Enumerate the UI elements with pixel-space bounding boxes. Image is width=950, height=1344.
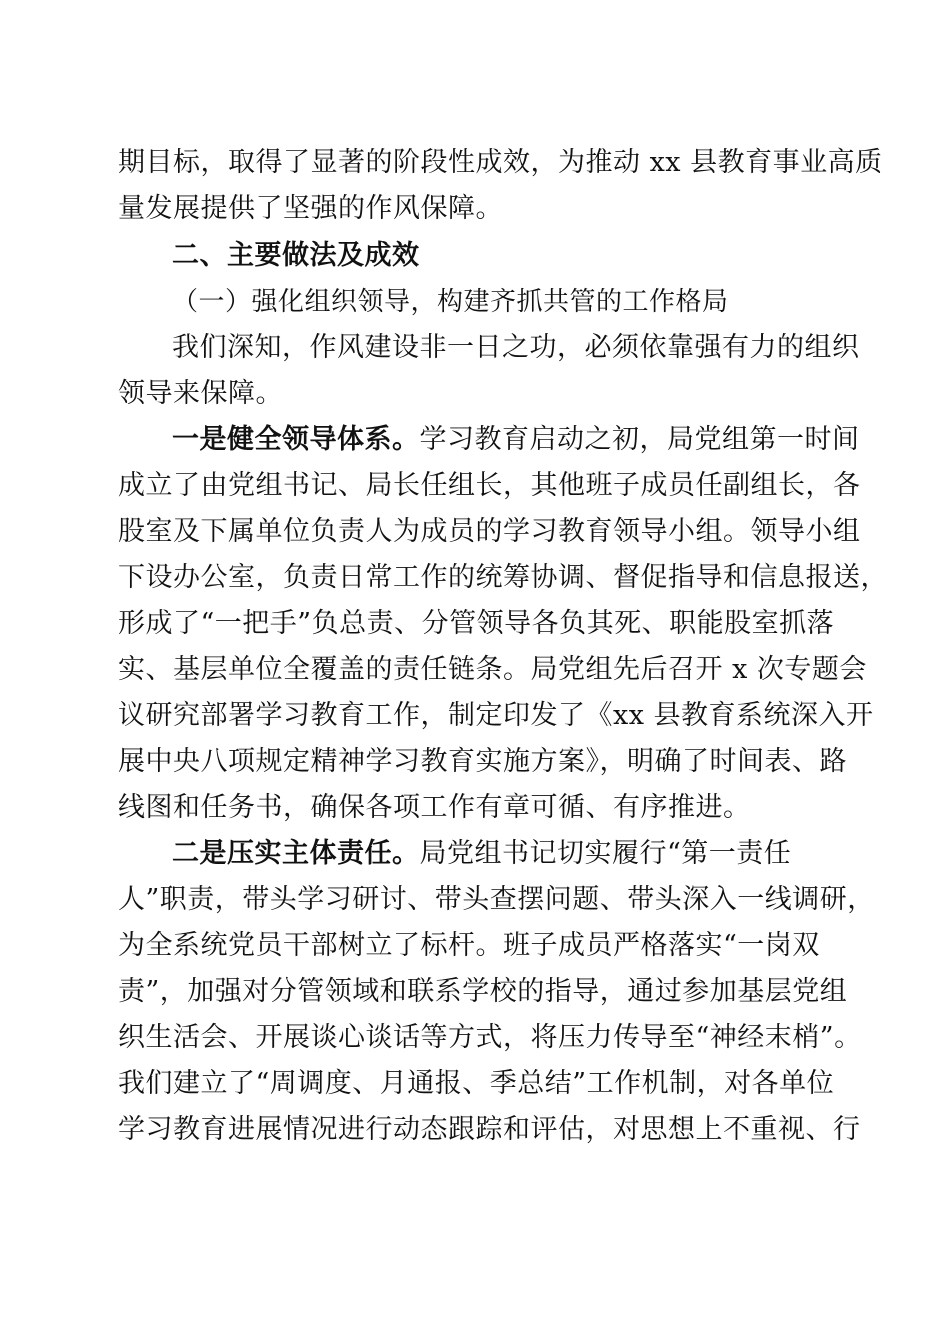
body-line: 实、基层单位全覆盖的责任链条。局党组先后召开 x 次专题会 (118, 654, 867, 685)
paragraph-lead: 一是健全领导体系。 (172, 424, 420, 455)
body-line: 我们建立了“周调度、月通报、季总结”工作机制，对各单位 (118, 1068, 835, 1099)
body-line: 为全系统党员干部树立了标杆。班子成员严格落实“一岗双 (118, 930, 820, 961)
body-line: 线图和任务书，确保各项工作有章可循、有序推进。 (118, 792, 751, 823)
paragraph-text: 学习教育启动之初，局党组第一时间 (419, 424, 860, 455)
intro-line: 我们深知，作风建设非一日之功，必须依靠强有力的组织 (172, 332, 860, 363)
section-heading: 二、主要做法及成效 (172, 240, 420, 271)
subsection-heading: （一）强化组织领导，构建齐抓共管的工作格局 (172, 287, 729, 317)
body-line: 展中央八项规定精神学习教育实施方案》，明确了时间表、路 (118, 746, 847, 777)
body-line: 成立了由党组书记、局长任组长，其他班子成员任副组长，各 (118, 470, 861, 501)
body-line: 形成了“一把手”负总责、分管领导各负其死、职能股室抓落 (118, 608, 835, 639)
body-line: 期目标，取得了显著的阶段性成效，为推动 xx 县教育事业高质 (118, 147, 883, 178)
body-line: 学习教育进展情况进行动态跟踪和评估，对思想上不重视、行 (118, 1114, 861, 1145)
intro-line: 领导来保障。 (118, 378, 283, 409)
body-line: 议研究部署学习教育工作，制定印发了《xx 县教育系统深入开 (118, 700, 874, 731)
body-line: 织生活会、开展谈心谈话等方式，将压力传导至“神经末梢”。 (118, 1022, 862, 1053)
paragraph-lead: 二是压实主体责任。 (172, 838, 420, 869)
body-line: 量发展提供了坚强的作风保障。 (118, 193, 503, 224)
body-line: 下设办公室，负责日常工作的统筹协调、督促指导和信息报送， (118, 562, 888, 593)
paragraph-first-line (172, 834, 838, 874)
paragraph-first-line (172, 420, 860, 460)
body-line: 人”职责，带头学习研讨、带头查摆问题、带头深入一线调研， (118, 884, 875, 915)
body-line: 责”，加强对分管领域和联系学校的指导，通过参加基层党组 (118, 976, 848, 1007)
body-line: 股室及下属单位负责人为成员的学习教育领导小组。领导小组 (118, 516, 861, 547)
paragraph-text: 局党组书记切实履行“第一责任 (419, 838, 792, 869)
